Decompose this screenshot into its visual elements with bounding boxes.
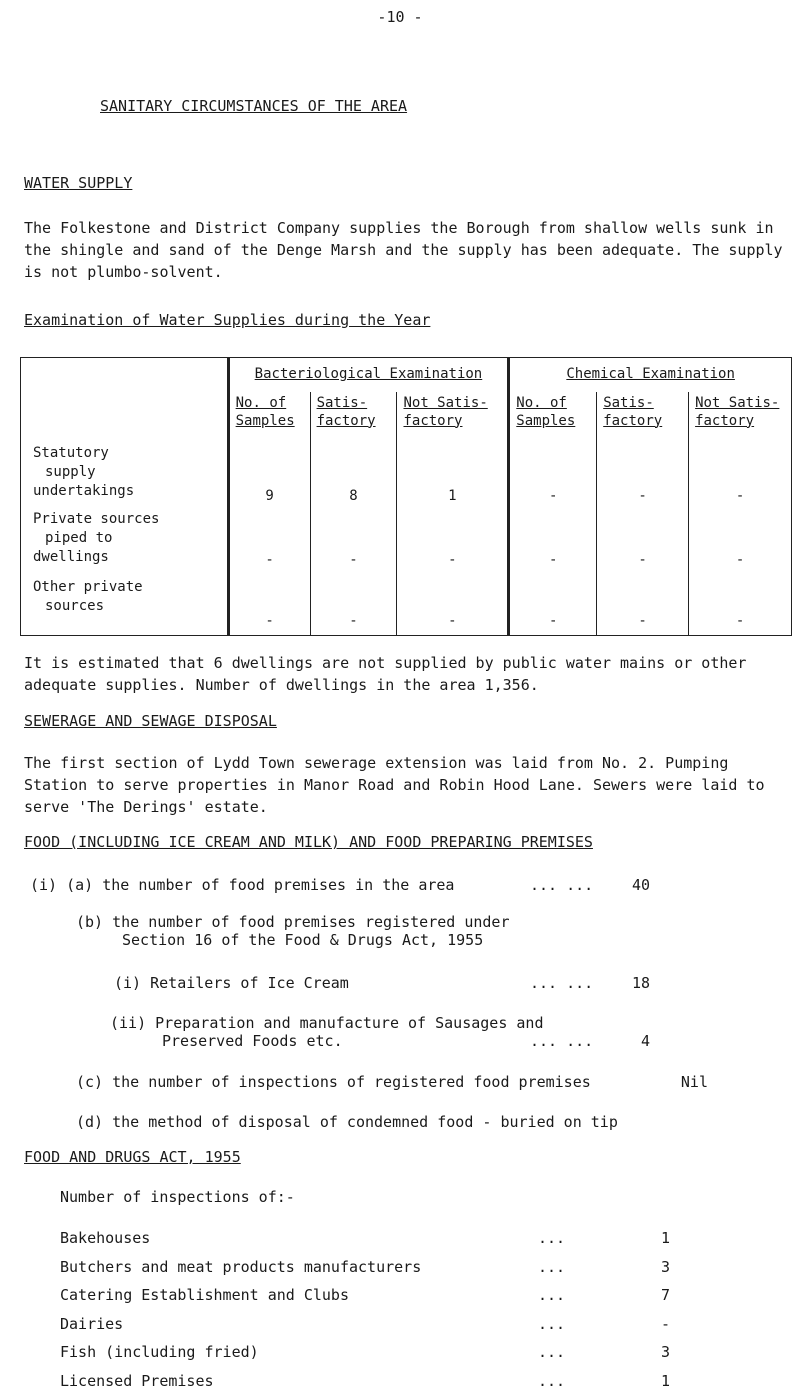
- chemical-header: Chemical Examination: [509, 358, 792, 392]
- food-item-d: (d) the method of disposal of condemned food - buried on tip: [76, 1113, 618, 1131]
- leader-dots: ...: [538, 1371, 566, 1390]
- food-item-b: (b) the number of food premises registered under Section 16 of the Food & Drugs Act, 1955: [76, 913, 510, 949]
- inspection-label: Catering Establishment and Clubs: [60, 1286, 349, 1304]
- section-title: SANITARY CIRCUMSTANCES OF THE AREA: [100, 97, 408, 115]
- food-item-c: (c) the number of inspections of registered food premises Nil: [76, 1073, 708, 1091]
- leader-dots: ...: [538, 1229, 566, 1247]
- food-heading: FOOD (INCLUDING ICE CREAM AND MILK) AND FOOD PREPARING PREMISES: [24, 833, 593, 851]
- leader-dots: ...: [538, 1314, 566, 1333]
- col-no-samples: No. of Samples: [228, 392, 310, 444]
- table-row: Other private sources - - - - - -: [21, 574, 792, 636]
- inspection-label: Butchers and meat products manufacturers: [60, 1257, 422, 1276]
- list-item: [60, 1343, 760, 1361]
- col-not-satisfactory: Not Satis- factory: [397, 392, 509, 444]
- col-satisfactory: Satis- factory: [310, 392, 397, 444]
- inspection-value: 3: [660, 1343, 670, 1361]
- list-item: [60, 1286, 760, 1304]
- inspections-intro: Number of inspections of:-: [60, 1188, 295, 1206]
- inspection-label: Bakehouses: [60, 1229, 151, 1247]
- col-not-satisfactory-chem: Not Satis- factory: [689, 392, 792, 444]
- inspection-label: Dairies: [60, 1314, 124, 1333]
- exam-heading: Examination of Water Supplies during the Year: [24, 311, 431, 329]
- list-item: [60, 1258, 760, 1276]
- food-drugs-heading: FOOD AND DRUGS ACT, 1955: [24, 1148, 241, 1166]
- page-number: -10 -: [377, 8, 423, 26]
- sewerage-heading: SEWERAGE AND SEWAGE DISPOSAL: [24, 712, 277, 730]
- list-item: [60, 1315, 760, 1333]
- bacteriological-header: Bacteriological Examination: [228, 358, 509, 392]
- food-item-b-i: (i) Retailers of Ice Cream ... ... 18: [114, 974, 650, 992]
- inspection-label: Licensed Premises: [60, 1371, 214, 1390]
- list-item: [60, 1229, 760, 1247]
- col-satisfactory-chem: Satis- factory: [597, 392, 689, 444]
- table-row: Private sources piped to dwellings - - - - - -: [21, 510, 792, 574]
- food-item-b-ii: (ii) Preparation and manufacture of Sausages and Preserved Foods etc. ... ... 4: [110, 1014, 650, 1050]
- estimate-paragraph: It is estimated that 6 dwellings are not supplied by public water mains or other adequate supplies. Number of dwellings in the area 1,356.: [24, 654, 747, 694]
- inspection-value: 7: [660, 1286, 670, 1304]
- inspection-label: Fish (including fried): [60, 1343, 259, 1361]
- inspection-value: -: [660, 1314, 670, 1333]
- table-row: Statutory supply undertakings 9 8 1 - - -: [21, 444, 792, 510]
- leader-dots: ...: [538, 1257, 566, 1276]
- inspection-value: 1: [660, 1229, 670, 1247]
- leader-dots: ...: [538, 1286, 566, 1304]
- inspection-value: 3: [660, 1257, 670, 1276]
- col-no-samples-chem: No. of Samples: [509, 392, 597, 444]
- sewerage-paragraph: The first section of Lydd Town sewerage extension was laid from No. 2. Pumping Station to serve properties in Manor Road and Robin Hood Lane. Sewers were laid to serve 'The Derings' estate.: [24, 754, 765, 816]
- water-supply-paragraph: The Folkestone and District Company supplies the Borough from shallow wells sunk in the shingle and sand of the Denge Marsh and the supply has been adequate. The supply is not plumbo-solvent.: [24, 219, 783, 281]
- leader-dots: ...: [538, 1343, 566, 1361]
- inspection-value: 1: [660, 1371, 670, 1390]
- water-examination-table: [20, 357, 792, 636]
- food-item-a: (i) (a) the number of food premises in the area ... ... 40: [30, 876, 650, 894]
- list-item: [60, 1372, 760, 1390]
- water-supply-heading: WATER SUPPLY: [24, 174, 133, 192]
